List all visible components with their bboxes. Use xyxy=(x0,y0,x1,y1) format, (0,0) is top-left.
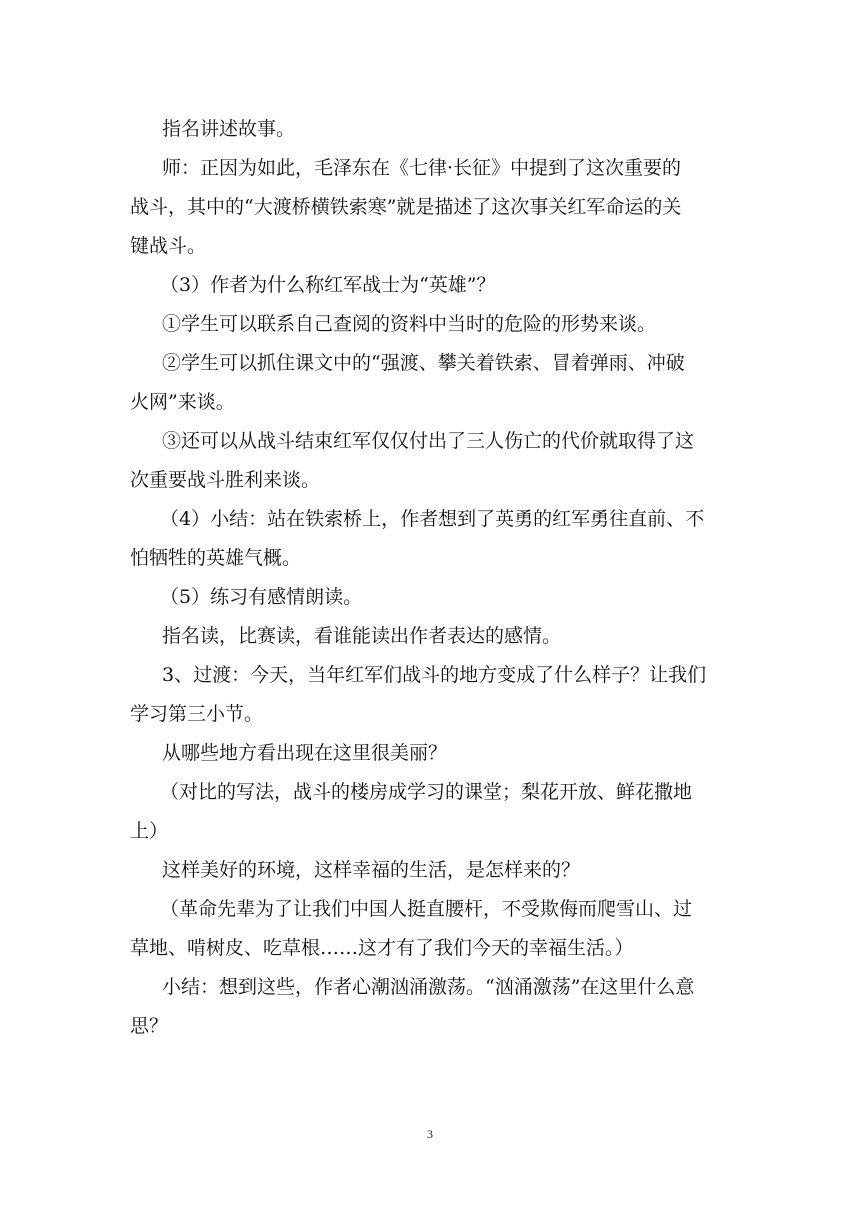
text-line: （对比的写法，战斗的楼房成学习的课堂；梨花开放、鲜花撒地 xyxy=(160,781,693,803)
paragraph-list xyxy=(130,110,730,1046)
text-line: 小结：想到这些，作者心潮汹涌激荡。“汹涌激荡”在这里什么意 xyxy=(162,976,695,998)
text-line: ①学生可以联系自己查阅的资料中当时的危险的形势来谈。 xyxy=(162,313,657,335)
text-line: （4）小结：站在铁索桥上，作者想到了英勇的红军勇往直前、不 xyxy=(160,508,705,530)
text-line: 学习第三小节。 xyxy=(130,703,264,725)
text-line: 从哪些地方看出现在这里很美丽？ xyxy=(162,742,448,764)
text-line: 指名讲述故事。 xyxy=(162,118,296,140)
text-line: 3、过渡：今天，当年红军们战斗的地方变成了什么样子？让我们 xyxy=(162,664,707,686)
text-line: 草地、啃树皮、吃草根……这才有了我们今天的幸福生活。） xyxy=(130,937,634,959)
text-line: ③还可以从战斗结束红军仅仅付出了三人伤亡的代价就取得了这 xyxy=(162,430,695,452)
text-line: 思？ xyxy=(130,1015,169,1037)
text-line: 指名读，比赛读，看谁能读出作者表达的感情。 xyxy=(162,625,562,647)
page-number: 3 xyxy=(427,1127,433,1141)
text-line: （3）作者为什么称红军战士为“英雄”？ xyxy=(160,274,496,296)
text-line: ②学生可以抓住课文中的“强渡、攀关着铁索、冒着弹雨、冲破 xyxy=(162,352,685,374)
text-line: 这样美好的环境，这样幸福的生活，是怎样来的？ xyxy=(162,859,581,881)
text-line: 师：正因为如此，毛泽东在《七律·长征》中提到了这次重要的 xyxy=(162,157,682,179)
text-line: 战斗，其中的“大渡桥横铁索寒”就是描述了这次事关红军命运的关 xyxy=(130,196,682,218)
text-line: 怕牺牲的英雄气概。 xyxy=(130,547,302,569)
text-line: （5）练习有感情朗读。 xyxy=(160,586,363,608)
text-line: （革命先辈为了让我们中国人挺直腰杆，不受欺侮而爬雪山、过 xyxy=(160,898,693,920)
text-line: 次重要战斗胜利来谈。 xyxy=(130,469,321,491)
page-body xyxy=(130,110,730,1046)
text-line: 上） xyxy=(130,820,169,842)
text-line: 火网”来谈。 xyxy=(130,391,235,413)
text-line: 键战斗。 xyxy=(130,235,207,257)
